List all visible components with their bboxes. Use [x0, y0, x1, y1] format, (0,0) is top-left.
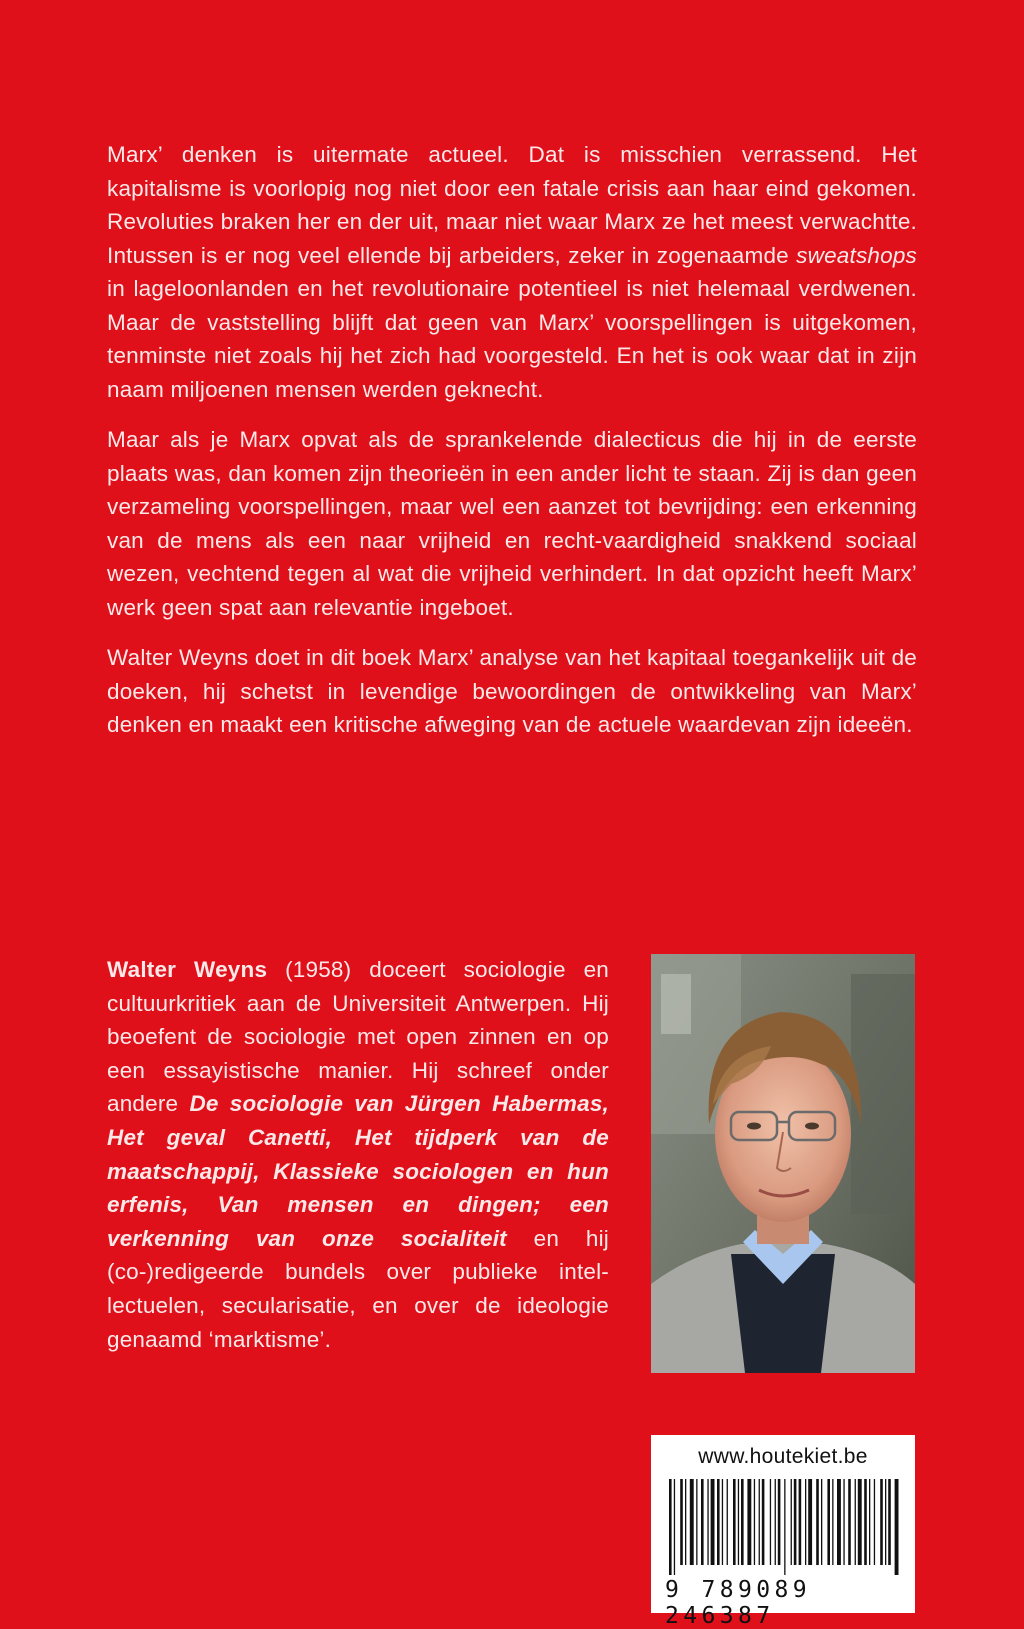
author-photo — [651, 954, 915, 1373]
author-portrait-icon — [651, 954, 915, 1373]
barcode-bar — [722, 1479, 723, 1565]
barcode-bar — [874, 1479, 875, 1565]
barcode-bar — [669, 1479, 672, 1575]
barcode-bar — [885, 1479, 886, 1565]
barcode-bar — [880, 1479, 883, 1565]
blurb-paragraph-1: Marx’ denken is uitermate actueel. Dat is misschien verrassend. Het kapitalisme is voorlopig nog niet door een fatale crisis aan haar eind gekomen. Revoluties braken her en der uit, maar niet waar Marx ze het meest verwachtte. Intussen is er nog veel ellende bij arbeiders, zeker in zogenaamde sweatshops in lageloonlanden en het revolutionaire potentieel is niet helemaal verdwenen. Maar de vaststelling blijft dat geen van Marx’ voorspellingen is uitgekomen, tenminste niet zoals hij het zich had voorgesteld. En het is ook waar dat in zijn naam miljoenen mensen werden geknecht. — [107, 142, 917, 402]
barcode-bar — [832, 1479, 833, 1565]
barcode-bar — [775, 1479, 776, 1565]
isbn-barcode-icon — [665, 1479, 901, 1575]
barcode-bar — [717, 1479, 720, 1565]
barcode-bar — [685, 1479, 686, 1565]
barcode-bar — [707, 1479, 708, 1565]
barcode-bar — [858, 1479, 862, 1565]
author-works-list: De sociologie van Jürgen Habermas, Het geval Canetti, Het tijdperk van de maatschappij, Klassieke sociologen en hun erfenis, Van mensen en dingen; een verkenning van onze socialiteit — [107, 1091, 609, 1251]
barcode-bar — [799, 1479, 802, 1565]
barcode-bar — [754, 1479, 755, 1565]
barcode-bar — [843, 1479, 844, 1565]
barcode-bar — [778, 1479, 781, 1565]
barcode-bar — [727, 1479, 728, 1565]
barcode-bar — [888, 1479, 891, 1565]
author-bio: Walter Weyns (1958) doceert sociologie en cultuurkritiek aan de Universiteit Antwerpen. Hij beoefent de sociologie met open zinnen en op een essayistische manier. Hij schreef onder andere De sociologie van Jürgen Habermas, Het geval Canetti, Het tijdperk van de maatschappij, Klassieke sociologen en hun erfenis, Van mensen en dingen; een verkenning van onze socialiteit en hij (co-)redigeerde bundels over publieke intel-lectuelen, secularisatie, en over de ideologie genaamd ‘marktisme’. — [107, 957, 610, 1352]
isbn-number: 9 789089 246387 — [665, 1577, 811, 1629]
barcode-bar — [821, 1479, 822, 1565]
barcode-bar — [869, 1479, 870, 1565]
blurb-paragraph-2: Maar als je Marx opvat als de sprankelende dialecticus die hij in de eerste plaats was, dan komen zijn theorieën in een ander licht te staan. Zij is dan geen verzameling voorspellingen, maar wel een aanzet tot bevrijding: een erkenning van de mens als een naar vrijheid en recht-vaardigheid snakkend sociaal wezen, vechtend tegen al wat die vrijheid verhindert. In dat opzicht heeft Marx’ werk geen spat aan relevantie ingeboet. — [107, 427, 917, 620]
sweatshops-emphasis: sweatshops — [796, 242, 917, 268]
barcode-bar — [864, 1479, 867, 1565]
barcode-bar — [848, 1479, 851, 1565]
barcode-bar — [837, 1479, 841, 1565]
blurb-paragraph-3: Walter Weyns doet in dit boek Marx’ analyse van het kapitaal toegankelijk uit de doeken, hij schetst in levendige bewoordingen de ontwikkeling van Marx’ denken en maakt een kritische afweging van de actuele waardevan zijn ideeën. — [107, 645, 917, 737]
barcode-bar — [762, 1479, 765, 1565]
barcode-bar — [808, 1479, 812, 1565]
barcode-bar — [895, 1479, 899, 1575]
barcode-bar — [696, 1479, 697, 1565]
barcode-bar — [827, 1479, 830, 1565]
barcode-bar — [674, 1479, 675, 1575]
barcode-bar — [855, 1479, 856, 1565]
barcode-bar — [690, 1479, 694, 1565]
blurb-text — [107, 138, 917, 759]
barcode-bar — [701, 1479, 704, 1565]
barcode-bar — [816, 1479, 819, 1565]
barcode-bar — [738, 1479, 739, 1565]
barcode-bar — [794, 1479, 797, 1565]
barcode-bar — [680, 1479, 683, 1565]
barcode-bar — [733, 1479, 736, 1565]
barcode-panel — [651, 1435, 915, 1629]
barcode-bar — [791, 1479, 792, 1565]
barcode-bar — [784, 1479, 785, 1575]
barcode-bar — [747, 1479, 751, 1565]
barcode-bar — [805, 1479, 806, 1565]
barcode-bar — [711, 1479, 715, 1565]
barcode-bar — [741, 1479, 744, 1565]
author-name: Walter Weyns — [107, 957, 268, 982]
barcode-bar — [759, 1479, 760, 1565]
barcode-bar — [770, 1479, 771, 1565]
publisher-url: www.houtekiet.be — [698, 1445, 868, 1468]
